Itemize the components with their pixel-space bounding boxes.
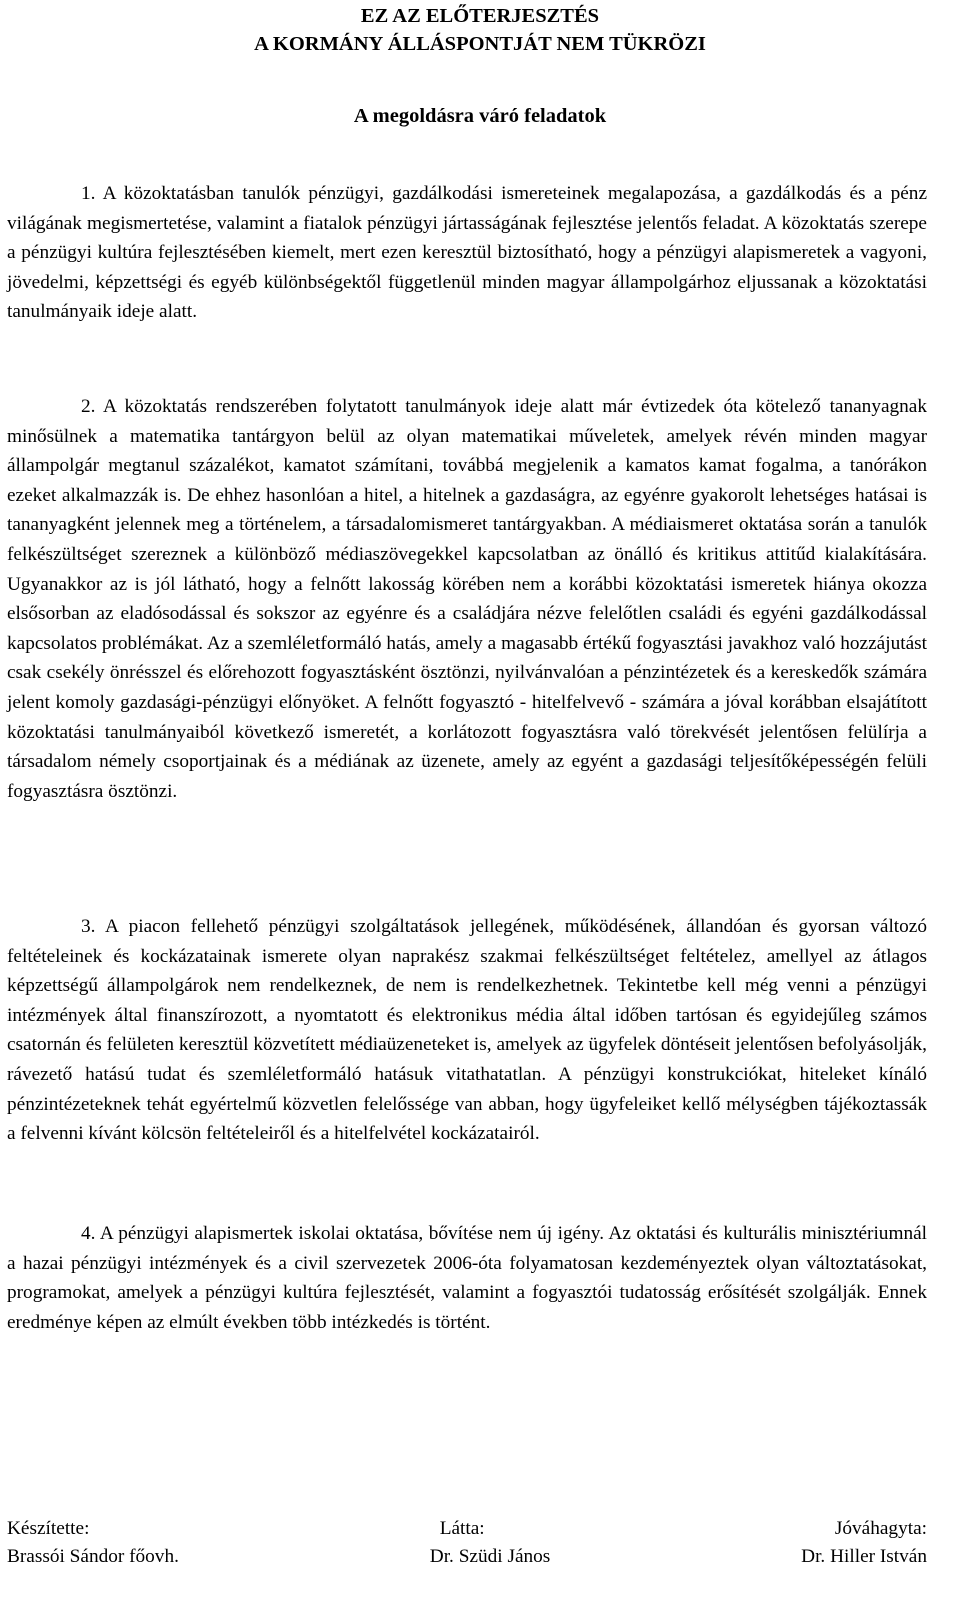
- prepared-by-name: Brassói Sándor főovh.: [7, 1546, 179, 1567]
- header-line-2: A KORMÁNY ÁLLÁSPONTJÁT NEM TÜKRÖZI: [254, 33, 706, 55]
- seen-by-name: Dr. Szüdi János: [429, 1546, 551, 1567]
- header-line-1: EZ AZ ELŐTERJESZTÉS: [360, 5, 600, 27]
- signature-labels-row: [7, 1516, 927, 1542]
- paragraph-4: 4. A pénzügyi alapismertek iskolai oktatása, bővítése nem új igény. Az oktatási és kulturális minisztériumnál a hazai pénzügyi intézmények és a civil szervezetek 2006-óta folyamatosan kezdeményeztek olyan változtatásokat, programokat, amelyek a pénzügyi kultúra fejlesztését, valamint a fogyasztói tudatosság erősítését szolgálják. Ennek eredménye képen az elmúlt években több intézkedés is történt.: [7, 1223, 927, 1333]
- paragraph-3: 3. A piacon fellehető pénzügyi szolgáltatások jellegének, működésének, állandóan és gyorsan változó feltételeinek és kockázatainak ismerete olyan naprakész szakmai felkészültséget feltételez, amellyel az átlagos képzettségű állampolgárok nem rendelkeznek, de nem is rendelkezhetnek. Tekintetbe kell még venni a pénzügyi intézmények által finanszírozott, a nyomtatott és elektronikus média által időben tartósan és egyidejűleg számos csatornán és felületen keresztül közvetített médiaüzeneteket is, amelyek az ügyfelek döntéseit jelentősen befolyásolják, rávezető hatású tudat és szemléletformáló hatásuk vitathatatlan. A pénzügyi konstrukciókat, hiteleket kínáló pénzintézeteknek tehát egyértelmű közvetlen felelőssége van abban, hogy ügyfeleiket kellő mélységben tájékoztassák a felvenni kívánt kölcsön feltételeiről és a hitelfelvétel kockázatairól.: [7, 916, 927, 1145]
- signature-names-row: [7, 1544, 927, 1570]
- prepared-by-label: Készítette:: [7, 1518, 90, 1539]
- approved-by-name: Dr. Hiller István: [801, 1546, 927, 1567]
- seen-by-label: Látta:: [439, 1518, 485, 1539]
- section-title: A megoldásra váró feladatok: [353, 105, 607, 127]
- approved-by-label: Jóváhagyta:: [834, 1518, 927, 1539]
- paragraph-2: 2. A közoktatás rendszerében folytatott tanulmányok ideje alatt már évtizedek óta kötelező tananyagnak minősülnek a matematika tantárgyon belül az olyan matematikai műveletek, amelyek révén minden magyar állampolgár megtanul százalékot, kamatot számítani, továbbá megjelenik a kamatos kamat fogalma, a tanórákon ezeket alkalmazzák is. De ehhez hasonlóan a hitel, a hitelnek a gazdaságra, az egyénre gyakorolt lehetséges hatásai is tananyagként jelennek meg a történelem, a társadalomismeret tantárgyakban. A médiaismeret oktatása során a tanulók felkészültséget szereznek a különböző médiaszövegekkel kapcsolatban az önálló és kritikus attitűd kialakítására. Ugyanakkor az is jól látható, hogy a felnőtt lakosság körében nem a korábbi közoktatási ismeretek hiánya okozza elsősorban az eladósodással és sokszor az egyénre és a családjára nézve felelőtlen családi és egyéni gazdálkodással kapcsolatos problémákat. Az a szemléletformáló hatás, amely a magasabb értékű fogyasztási javakhoz való hozzájutást csak csekély önrésszel és előrehozott fogyasztásként ösztönzi, nyilvánvalóan a pénzintézetek és a kereskedők számára jelent komoly gazdasági-pénzügyi előnyöket. A felnőtt fogyasztó - hitelfelvevő - számára a jóval korábban elsajátított közoktatási tanulmányaiból következő ismeretét, a korlátozott fogyasztásra való törekvését jelentősen felülírja a társadalom némely csoportjainak és a médiának az üzenete, amely az egyént a gazdasági teljesítőképességén felüli fogyasztásra ösztönzi.: [7, 396, 927, 802]
- paragraph-1: 1. A közoktatásban tanulók pénzügyi, gazdálkodási ismereteinek megalapozása, a gazdálkodás és a pénz világának megismertetése, valamint a fiatalok pénzügyi jártasságának fejlesztése jelentős feladat. A közoktatás szerepe a pénzügyi kultúra fejlesztésében kiemelt, mert ezen keresztül biztosítható, hogy a pénzügyi alapismeretek a vagyoni, jövedelmi, képzettségi és egyéb különbségektől függetlenül minden magyar állampolgárhoz eljussanak a közoktatási tanulmányaik ideje alatt.: [7, 183, 927, 323]
